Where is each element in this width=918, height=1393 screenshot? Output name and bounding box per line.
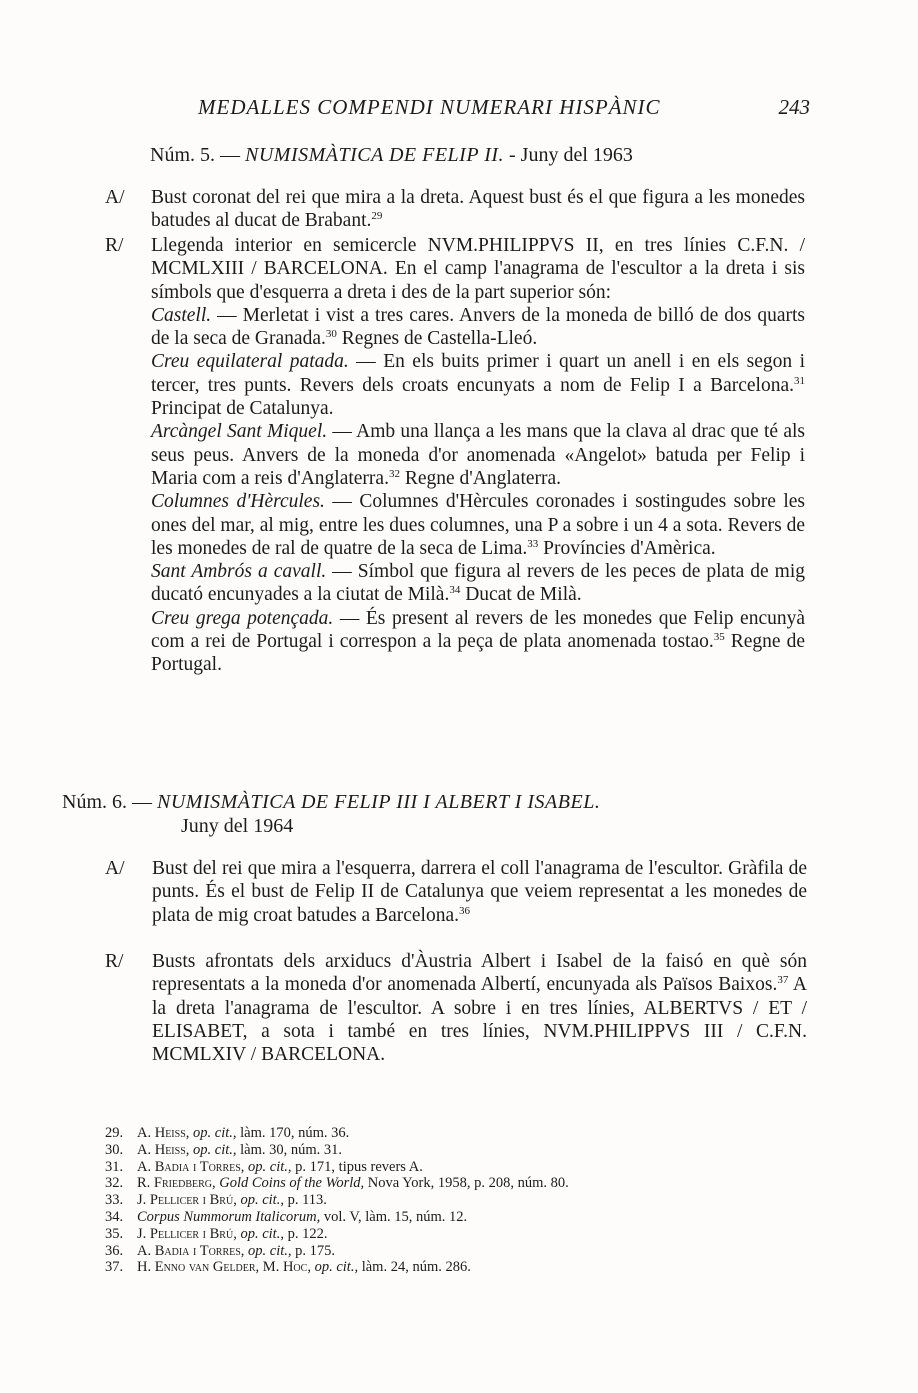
footnote-author: R. Friedberg, <box>137 1175 216 1192</box>
reverse-legend: A la dreta l'anagrama de l'escultor. A sobre i en tres línies, ALBERTVS / ET / ELISABET, a sota i també en tres línies, NVM.PHILIPPVS III / C.F.N. MCMLXIV / BARCELONA. <box>152 974 807 1066</box>
footnote-item <box>105 1142 805 1159</box>
symbol-description: Columnes d'Hèrcules coronades i sostingudes sobre les ones del mar, al mig, entre les dues columnes, una P a sobre i un 4 a sota. Revers de les monedes de ral de quatre de la seca de Lima. <box>151 491 806 559</box>
footnote-work: op. cit., <box>248 1158 292 1175</box>
section-title: NUMISMÀTICA DE FELIP III I ALBERT I ISABEL. <box>157 791 601 813</box>
section-date-num6: Juny del 1964 <box>181 815 294 837</box>
heading-dash: — <box>132 791 152 813</box>
section-number: Núm. 6. <box>62 791 127 813</box>
section-date: - Juny del 1963 <box>509 144 633 166</box>
entry-dash: — <box>217 304 237 326</box>
footnote-ref: 35 <box>713 631 725 644</box>
footnote-number: 29. <box>105 1125 124 1141</box>
reverse-text-block <box>151 234 805 677</box>
heading-dash: — <box>220 144 240 166</box>
footnote-author: J. Pellicer i Brú, <box>137 1192 237 1209</box>
footnote-work: op. cit., <box>240 1192 284 1209</box>
reverse-marker: R/ <box>105 235 124 256</box>
footnote-ref-detail: làm. 24, núm. 286. <box>361 1259 471 1276</box>
footnote-ref-detail: p. 113. <box>287 1192 327 1209</box>
symbol-description: Amb una llança a les mans que la clava al drac que té als seus peus. Anvers de la moneda d'or anomenada «Angelot» batuda per Felip i Maria com a reis d'Anglaterra. <box>151 421 805 489</box>
footnote-work: Corpus Nummorum Italicorum, <box>137 1208 321 1225</box>
footnote-number: 31. <box>105 1158 124 1175</box>
footnotes <box>105 1125 805 1276</box>
symbol-name: Sant Ambrós a cavall. <box>151 561 327 583</box>
footnote-item <box>105 1259 805 1276</box>
footnote-ref: 29 <box>371 210 383 223</box>
obverse-text-block <box>151 186 805 233</box>
footnote-work: op. cit., <box>240 1225 284 1242</box>
footnote-work: op. cit., <box>314 1259 359 1276</box>
reverse-text-block <box>152 950 807 1066</box>
symbol-description: En els buits primer i quart un anell i en els segon i tercer, tres punts. Revers dels croats encunyats a nom de Felip I a Barcelona. <box>151 351 806 396</box>
footnote-ref-detail: Nova York, 1958, p. 208, núm. 80. <box>367 1175 569 1192</box>
obverse-text-block <box>152 857 807 927</box>
footnote-author: A. Heiss, <box>137 1141 190 1158</box>
footnote-number: 32. <box>105 1175 124 1192</box>
obverse-marker: A/ <box>105 187 125 208</box>
symbol-entry <box>151 607 805 677</box>
footnote-number: 34. <box>105 1208 124 1225</box>
symbol-entry <box>151 420 805 490</box>
symbol-name: Creu grega potençada. <box>151 607 334 629</box>
entry-dash: — <box>339 607 360 629</box>
footnote-ref-detail: vol. V, làm. 15, núm. 12. <box>323 1208 468 1225</box>
footnote-author: J. Pellicer i Brú, <box>137 1225 237 1242</box>
symbol-description: Merletat i vist a tres cares. Anvers de la moneda de billó de dos quarts de la seca de Granada. <box>151 304 805 350</box>
footnote-number: 35. <box>105 1225 124 1242</box>
footnote-item <box>105 1226 805 1243</box>
footnote-number: 36. <box>105 1242 124 1259</box>
footnote-author: H. Enno van Gelder, M. Hoc, <box>137 1259 311 1276</box>
symbol-description: Símbol que figura al revers de les peces de plata de mig ducató encunyades a la ciutat de Milà. <box>151 561 806 606</box>
footnote-author: A. Badia i Torres, <box>137 1158 245 1175</box>
symbol-realm: Províncies d'Amèrica. <box>543 537 716 559</box>
symbol-description: És present al revers de les monedes que Felip encunyà com a rei de Portugal i correspon a la peça de plata anomenada tostao. <box>151 607 806 653</box>
entry-dash: — <box>356 351 376 373</box>
symbol-realm: Regne d'Anglaterra. <box>404 467 562 489</box>
running-title: MEDALLES COMPENDI NUMERARI HISPÀNIC <box>198 95 661 119</box>
footnote-author: A. Heiss, <box>137 1125 190 1141</box>
footnote-ref-detail: p. 122. <box>287 1225 328 1242</box>
footnote-item <box>105 1175 805 1192</box>
symbol-entry <box>151 560 805 607</box>
section-heading-num5 <box>150 142 633 168</box>
reverse-description: Busts afrontats dels arxiducs d'Àustria Albert i Isabel de la faisó en què són representats a la moneda d'or anomenada Albertí, encunyada als Països Baixos. <box>152 951 807 996</box>
footnote-work: op. cit., <box>248 1242 292 1259</box>
footnote-item <box>105 1243 805 1260</box>
footnote-item <box>105 1209 805 1226</box>
entry-dash: — <box>332 491 352 513</box>
entry-dash: — <box>332 561 352 583</box>
footnote-number: 37. <box>105 1259 124 1276</box>
symbol-entry <box>151 350 805 420</box>
symbol-realm: Ducat de Milà. <box>465 584 582 606</box>
footnote-ref: 31 <box>794 374 805 387</box>
footnote-item <box>105 1125 805 1142</box>
footnote-work: op. cit., <box>193 1141 237 1158</box>
section-heading-num6 <box>62 789 600 815</box>
symbol-entry <box>151 304 805 351</box>
footnote-item <box>105 1159 805 1176</box>
footnote-author: A. Badia i Torres, <box>137 1242 245 1259</box>
running-header <box>150 95 810 127</box>
footnote-work: Gold Coins of the World, <box>219 1175 365 1192</box>
obverse-description: Bust coronat del rei que mira a la dreta. Aquest bust és el que figura a les monedes batudes al ducat de Brabant. <box>151 187 805 232</box>
symbol-realm: Regne de Portugal. <box>151 631 805 676</box>
footnote-ref: 34 <box>449 584 461 597</box>
footnote-ref-detail: làm. 30, núm. 31. <box>240 1141 343 1158</box>
reverse-marker: R/ <box>105 951 124 972</box>
symbol-name: Creu equilateral patada. <box>151 351 349 373</box>
symbol-name: Columnes d'Hèrcules. <box>151 491 325 513</box>
symbol-name: Arcàngel Sant Miquel. <box>151 421 328 443</box>
obverse-description: Bust del rei que mira a l'esquerra, darrera el coll l'anagrama de l'escultor. Gràfila de punts. És el bust de Felip II de Catalunya que veiem representat a les monedes de plata de mig croat batudes a Barcelona. <box>152 858 807 926</box>
footnote-ref: 36 <box>459 904 470 917</box>
footnote-ref: 32 <box>388 467 400 480</box>
footnote-ref-detail: p. 171, tipus revers A. <box>295 1158 423 1175</box>
symbol-entry <box>151 490 805 560</box>
footnote-number: 33. <box>105 1192 124 1209</box>
page-number: 243 <box>778 95 810 119</box>
footnote-ref-detail: p. 175. <box>295 1242 336 1259</box>
symbol-realm: Principat de Catalunya. <box>151 398 334 420</box>
footnote-ref: 33 <box>527 537 539 550</box>
section-title: NUMISMÀTICA DE FELIP II. <box>245 144 505 166</box>
obverse-marker: A/ <box>105 858 125 879</box>
footnote-work: op. cit., <box>193 1125 237 1141</box>
footnote-ref: 37 <box>777 974 789 987</box>
footnote-ref-detail: làm. 170, núm. 36. <box>240 1125 350 1141</box>
symbol-name: Castell. <box>151 304 212 326</box>
section-number: Núm. 5. <box>150 144 215 166</box>
reverse-intro: Llegenda interior en semicercle NVM.PHILIPPVS II, en tres línies C.F.N. / MCMLXIII / BARCELONA. En el camp l'anagrama de l'escultor a la dreta i sis símbols que d'esquerra a dreta i des de la part superior són: <box>151 235 805 303</box>
symbol-realm: Regnes de Castella-Lleó. <box>341 328 538 350</box>
footnote-item <box>105 1192 805 1209</box>
entry-dash: — <box>332 421 352 443</box>
footnote-ref: 30 <box>325 328 337 341</box>
footnote-number: 30. <box>105 1141 124 1158</box>
